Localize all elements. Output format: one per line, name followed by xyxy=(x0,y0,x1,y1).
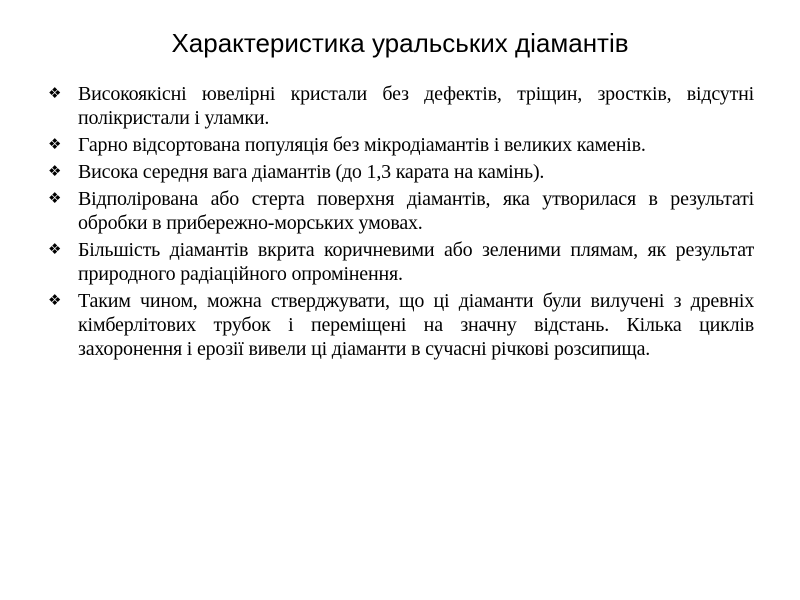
list-item-text: Таким чином, можна стверджувати, що ці діаманти були вилучені з древніх кімберлітових трубок і переміщені на значну відстань. Кілька циклів захоронення і ерозії вивели ці діаманти в сучасні річкові розсипища. xyxy=(78,290,754,360)
four-diamond-bullet-icon: ❖ xyxy=(48,162,62,180)
list-item-text: Відполірована або стерта поверхня діамантів, яка утворилася в результаті обробки в прибережно-морських умовах. xyxy=(78,188,754,234)
list-item xyxy=(48,82,754,130)
four-diamond-bullet-icon: ❖ xyxy=(48,240,62,258)
four-diamond-bullet-icon: ❖ xyxy=(48,135,62,153)
list-item-text: Високоякісні ювелірні кристали без дефектів, тріщин, зростків, відсутні полікристали і уламки. xyxy=(78,83,754,129)
list-item xyxy=(48,238,754,286)
bullet-list xyxy=(48,82,754,364)
list-item-text: Гарно відсортована популяція без мікродіамантів і великих каменів. xyxy=(78,134,646,156)
list-item xyxy=(48,289,754,361)
four-diamond-bullet-icon: ❖ xyxy=(48,189,62,207)
four-diamond-bullet-icon: ❖ xyxy=(48,291,62,309)
list-item-text: Висока середня вага діамантів (до 1,3 карата на камінь). xyxy=(78,161,545,183)
list-item xyxy=(48,187,754,235)
list-item xyxy=(48,160,754,184)
slide-title: Характеристика уральських діамантів xyxy=(171,28,629,58)
list-item xyxy=(48,133,754,157)
list-item-text: Більшість діамантів вкрита коричневими або зеленими плямам, як результат природного радіаційного опромінення. xyxy=(78,239,754,285)
four-diamond-bullet-icon: ❖ xyxy=(48,84,62,102)
